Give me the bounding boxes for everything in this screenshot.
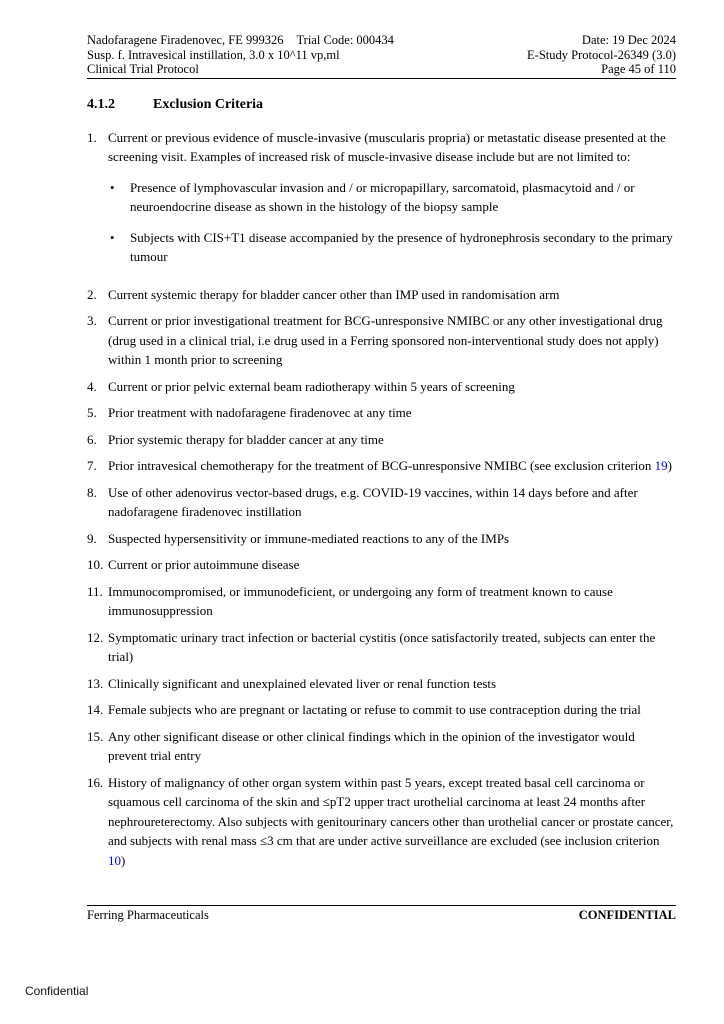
document-footer [87, 905, 676, 923]
exclusion-criterion-item [87, 311, 676, 370]
item-text: Female subjects who are pregnant or lactating or refuse to commit to use contraception during the trial [108, 702, 641, 717]
header-product-name: Nadofaragene Firadenovec, FE 999326 [87, 33, 284, 47]
exclusion-criterion-item [87, 430, 676, 450]
item-text: Current or prior pelvic external beam radiotherapy within 5 years of screening [108, 378, 515, 394]
section-number: 4.1.2 [87, 96, 115, 112]
page-content [87, 33, 676, 877]
header-doc-type: Clinical Trial Protocol [87, 62, 199, 76]
header-date: Date: 19 Dec 2024 [581, 33, 676, 47]
section-heading [87, 97, 676, 113]
exclusion-criterion-item [87, 700, 676, 720]
item-text: Immunocompromised, or immunodeficient, or undergoing any form of treatment known to cause immunosuppression [108, 583, 613, 618]
exclusion-criterion-item [87, 128, 676, 278]
item-text: Prior treatment with nadofaragene firadenovec at any time [108, 405, 412, 420]
item-number: 8. [87, 484, 97, 500]
header-trial-code: Trial Code: 000434 [296, 33, 394, 47]
item-text: Suspected hypersensitivity or immune-mediated reactions to any of the IMPs [108, 530, 510, 546]
item-number: 10. [87, 557, 104, 572]
header-formulation: Susp. f. Intravesical instillation, 3.0 x 10^11 vp,ml [87, 47, 340, 62]
header-row-2 [87, 48, 676, 63]
item-number: 3. [87, 313, 97, 328]
item-number: 16. [87, 774, 104, 790]
exclusion-criterion-item [87, 674, 676, 694]
item-text: Current or prior autoimmune disease [108, 557, 300, 572]
exclusion-criterion-item [87, 483, 676, 522]
header-page-number: Page 45 of 110 [601, 62, 676, 76]
item-text: Current or previous evidence of muscle-invasive (muscularis propria) or metastatic disease presented at the screening visit. Examples of increased risk of muscle-invasive disease include but are not limited to: • Presence of lymphovascular invasion and / or micropapillary, sarcomatoid, plasmacytoid and / or neuroendocrine disease as shown in the histology of the biopsy sample • Subjects with CIS+T1 disease accompanied by the presence of hydronephrosis secondary to the primary tumour [108, 128, 676, 278]
bullet-icon: • [110, 179, 115, 195]
item-text: Clinically significant and unexplained elevated liver or renal function tests [108, 675, 497, 691]
item-text: Current systemic therapy for bladder cancer other than IMP used in randomisation arm [108, 286, 560, 302]
item-text: Current or prior investigational treatment for BCG-unresponsive NMIBC or any other investigational drug (drug used in a clinical trial, i.e drug used in a Ferring sponsored non-interventional study does not apply) within 1 month prior to screening [108, 313, 663, 367]
bullet-sublist [108, 178, 676, 267]
item-text: Prior systemic therapy for bladder cancer at any time [108, 431, 384, 447]
item-number: 1. [87, 129, 97, 145]
item-number: 7. [87, 458, 97, 473]
exclusion-criterion-item [87, 628, 676, 667]
footer-confidential-label: CONFIDENTIAL [578, 908, 676, 922]
exclusion-criterion-item [87, 727, 676, 766]
exclusion-criterion-item [87, 582, 676, 621]
item-number: 12. [87, 629, 104, 645]
footer-company-name: Ferring Pharmaceuticals [87, 908, 209, 922]
header-row-3 [87, 62, 676, 77]
header-row-1 [87, 33, 676, 48]
exclusion-criterion-item [87, 773, 676, 871]
exclusion-criterion-item [87, 456, 676, 476]
item-text: Use of other adenovirus vector-based drugs, e.g. COVID-19 vaccines, within 14 days before and after nadofaragene firadenovec instillation [108, 484, 638, 519]
item-number: 2. [87, 286, 97, 302]
exclusion-criterion-item [87, 285, 676, 305]
item-text: History of malignancy of other organ system within past 5 years, except treated basal cell carcinoma or squamous cell carcinoma of the skin and ≤pT2 upper tract urothelial carcinoma at least 24 months after nephroureterectomy. Also subjects with genitourinary cancers other than urothelial cancer or prostate cancer, and subjects with renal mass ≤3 cm that are under active surveillance are excluded (see inclusion criterion 10) [108, 774, 674, 868]
exclusion-criteria-list [87, 128, 676, 871]
bullet-icon: • [110, 229, 115, 245]
item-number: 15. [87, 728, 104, 744]
bullet-text: Presence of lymphovascular invasion and / or micropapillary, sarcomatoid, plasmacytoid and / or neuroendocrine disease as shown in the histology of the biopsy sample [130, 179, 635, 214]
criterion-cross-reference-link[interactable]: 19 [654, 458, 668, 473]
item-text: Any other significant disease or other clinical findings which in the opinion of the investigator would prevent trial entry [108, 728, 635, 763]
document-header [87, 33, 676, 79]
item-number: 9. [87, 530, 97, 546]
criterion-cross-reference-link[interactable]: 10 [108, 852, 121, 868]
item-number: 6. [87, 431, 97, 447]
exclusion-criterion-item [87, 377, 676, 397]
bullet-item [108, 178, 676, 217]
item-number: 13. [87, 675, 104, 691]
bullet-item [108, 228, 676, 267]
header-protocol-ref: E-Study Protocol-26349 (3.0) [527, 47, 676, 62]
bullet-text: Subjects with CIS+T1 disease accompanied by the presence of hydronephrosis secondary to the primary tumour [130, 229, 673, 264]
exclusion-criterion-item [87, 529, 676, 549]
item-text: Prior intravesical chemotherapy for the treatment of BCG-unresponsive NMIBC (see exclusion criterion 19) [108, 458, 672, 473]
section-title: Exclusion Criteria [153, 96, 264, 112]
exclusion-criterion-item [87, 555, 676, 575]
viewer-confidential-watermark: Confidential [25, 984, 89, 998]
item-number: 4. [87, 378, 97, 394]
item-text: Symptomatic urinary tract infection or bacterial cystitis (once satisfactorily treated, subjects can enter the trial) [108, 629, 656, 664]
item-number: 11. [87, 583, 103, 599]
exclusion-criterion-item [87, 403, 676, 423]
item-number: 5. [87, 405, 97, 420]
item-number: 14. [87, 702, 104, 717]
